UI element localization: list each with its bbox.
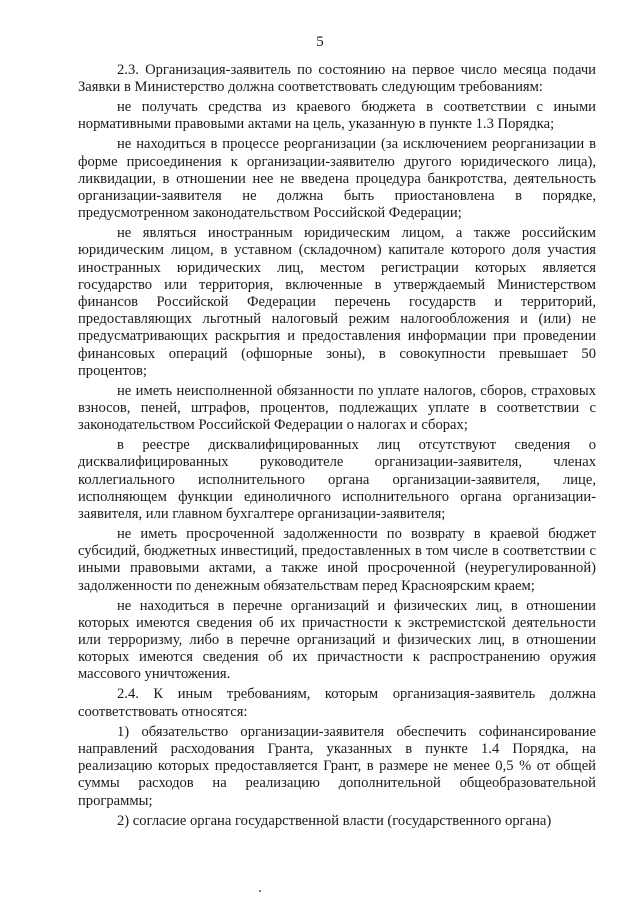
scan-artifact: [259, 890, 261, 892]
paragraph-tax-obligations: не иметь неисполненной обязанности по уплате налогов, сборов, страховых взносов, пеней, штрафов, процентов, подлежащих уплате в соответствии с законодательством Российской Федерации о налогах и сборах;: [78, 382, 596, 434]
page-number: 5: [316, 34, 324, 50]
paragraph-overdue-debt: не иметь просроченной задолженности по возврату в краевой бюджет субсидий, бюджетных инвестиций, предоставленных в том числе в соответствии с иными правовыми актами, а также иной просроченной (неурегулированной) задолженности по денежным обязательствам перед Красноярским краем;: [78, 526, 596, 594]
paragraph-reorganization: не находиться в процессе реорганизации (за исключением реорганизации в форме присоединения к организации-заявителю другого юридического лица), ликвидации, в отношении нее не введена процедура банкротства, деятельность организации-заявителя не должна быть приостановлена в порядке, предусмотренном законодательством Российской Федерации;: [78, 136, 596, 222]
paragraph-foreign-entity: не являться иностранным юридическим лицом, а также российским юридическим лицом, в уставном (складочном) капитале которого доля участия иностранных юридических лиц, местом регистрации которых является государство или территория, включенные в утверждаемый Министерством финансов Российской Федерации перечень государств и территорий, предоставляющих льготный налоговый режим налогообложения и (или) не предусматривающих раскрытия и предоставления информации при проведении финансовых операций (офшорные зоны), в совокупности превышает 50 процентов;: [78, 225, 596, 379]
document-body: [78, 62, 596, 830]
paragraph-extremism-list: не находиться в перечне организаций и физических лиц, в отношении которых имеются сведения об их причастности к экстремистской деятельности или терроризму, либо в перечне организаций и физических лиц, в отношении которых имеются сведения об их причастности к распространению оружия массового уничтожения.: [78, 597, 596, 683]
paragraph-cofinancing: 1) обязательство организации-заявителя обеспечить софинансирование направлений расходования Гранта, указанных в пункте 1.4 Порядка, на реализацию которых предоставляется Грант, в размере не менее 0,5 % от общей суммы расходов на реализацию дополнительной общеобразовательной программы;: [78, 723, 596, 809]
paragraph-authority-consent: 2) согласие органа государственной власти (государственного органа): [117, 812, 552, 829]
paragraph-2-3: 2.3. Организация-заявитель по состоянию на первое число месяца подачи Заявки в Министерство должна соответствовать следующим требованиям:: [78, 62, 596, 96]
paragraph-disqualified-persons: в реестре дисквалифицированных лиц отсутствуют сведения о дисквалифицированных руководителе организации-заявителя, членах коллегиального исполнительного органа организации-заявителя, лице, исполняющем функции единоличного исполнительного органа организации-заявителя, или главном бухгалтере организации-заявителя;: [78, 437, 596, 523]
paragraph-budget-funds: не получать средства из краевого бюджета в соответствии с иными нормативными правовыми актами на цель, указанную в пункте 1.3 Порядка;: [78, 99, 596, 133]
paragraph-2-4: 2.4. К иным требованиям, которым организация-заявитель должна соответствовать относятся:: [78, 686, 596, 720]
